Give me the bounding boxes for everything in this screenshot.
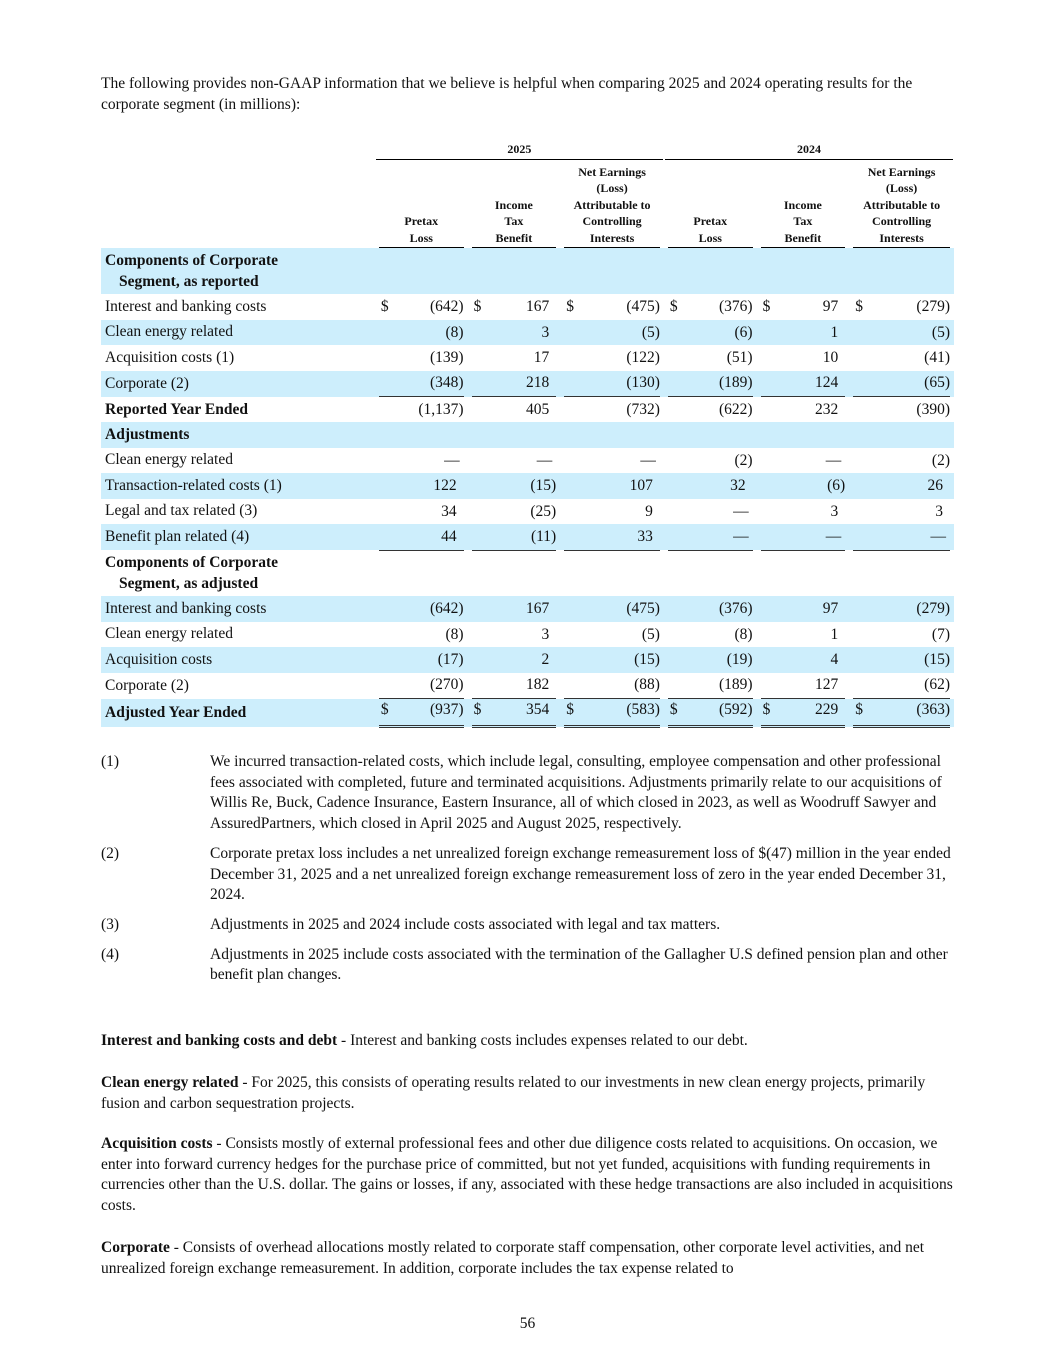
page-number: 56 bbox=[519, 1315, 536, 1332]
value-cell bbox=[664, 422, 757, 448]
value-cell: 127 bbox=[757, 673, 850, 699]
column-header: Net Earnings (Loss) Attributable to Controlling Interests bbox=[849, 160, 954, 248]
footnote bbox=[101, 945, 954, 986]
value-cell bbox=[375, 422, 468, 448]
value-cell: (41) bbox=[924, 349, 950, 366]
value-cell: $ 167 bbox=[468, 294, 561, 320]
dollar-sign: $ bbox=[473, 298, 482, 315]
value-cell: (122) bbox=[626, 349, 660, 366]
value-cell: (622) bbox=[718, 400, 753, 418]
value-cell bbox=[468, 550, 561, 596]
value-cell: 10 bbox=[822, 349, 839, 366]
dollar-sign: $ bbox=[762, 701, 771, 718]
value-cell: (2) bbox=[734, 451, 753, 469]
value-cell bbox=[560, 422, 664, 448]
row-label: Benefit plan related (4) bbox=[101, 524, 375, 550]
dollar-sign: $ bbox=[380, 298, 389, 315]
value-cell: (279) bbox=[849, 596, 954, 622]
value-cell: 3 bbox=[830, 502, 839, 520]
paragraph-corporate: Corporate - Consists of overhead allocations mostly related to corporate staff compensation, other corporate level activities, and net unrealized foreign exchange remeasurement. In addition, corporate includes the tax expense related to bbox=[101, 1239, 925, 1277]
value-cell bbox=[375, 550, 468, 596]
value-cell: 122 bbox=[375, 473, 468, 499]
value-cell: (475) bbox=[560, 596, 664, 622]
value-cell: 44 bbox=[375, 524, 468, 550]
value-cell: (2) bbox=[931, 451, 950, 469]
row-label: Clean energy related bbox=[105, 451, 233, 469]
value-cell: 33 bbox=[560, 524, 664, 550]
year-header-row bbox=[101, 142, 954, 160]
table-row bbox=[101, 320, 954, 346]
table-row bbox=[101, 596, 954, 622]
dollar-sign: $ bbox=[380, 701, 389, 718]
value-cell: (88) bbox=[560, 673, 664, 699]
dollar-sign: $ bbox=[669, 298, 678, 315]
dollar-sign: $ bbox=[855, 298, 863, 315]
value-cell: — bbox=[849, 524, 954, 550]
row-label: Acquisition costs (1) bbox=[105, 348, 235, 366]
value-cell: $ (475) bbox=[560, 294, 664, 320]
column-header: Income Tax Benefit bbox=[468, 160, 561, 248]
value-cell: 107 bbox=[560, 473, 664, 499]
value-cell: $ 354 bbox=[468, 699, 561, 727]
footnote-marker: (3) bbox=[101, 915, 120, 933]
dollar-sign: $ bbox=[762, 298, 771, 315]
value-cell: — bbox=[536, 451, 553, 469]
footnote-marker: (4) bbox=[101, 945, 120, 963]
value-cell: 4 bbox=[757, 647, 850, 673]
value-cell: — bbox=[733, 502, 749, 520]
value-cell: 3 bbox=[468, 320, 561, 346]
value-cell: (8) bbox=[445, 625, 464, 643]
footnote-text: Corporate pretax loss includes a net unrealized foreign exchange remeasurement loss of $(47) million in the year ended December 31, 2025 and a net unrealized foreign exchange remeasurement loss of zero in the year ended December 31, 2024. bbox=[210, 844, 951, 904]
value-cell: (62) bbox=[849, 673, 954, 699]
footnotes bbox=[101, 752, 954, 995]
table-row bbox=[101, 448, 954, 474]
value-cell: 97 bbox=[757, 596, 850, 622]
value-cell: (7) bbox=[931, 625, 950, 643]
dollar-sign: $ bbox=[566, 701, 574, 718]
value-cell bbox=[560, 550, 664, 596]
value-cell: 2 bbox=[468, 647, 561, 673]
paragraph-interest-banking: Interest and banking costs and debt - Interest and banking costs includes expenses related to our debt. bbox=[101, 1032, 748, 1049]
value-cell: (8) bbox=[375, 320, 468, 346]
value-cell: (25) bbox=[530, 502, 557, 520]
value-cell: (1,137) bbox=[418, 400, 464, 418]
value-cell bbox=[375, 248, 468, 294]
row-label: Interest and banking costs bbox=[105, 297, 267, 315]
value-cell: — bbox=[664, 524, 757, 550]
value-cell: 26 bbox=[849, 473, 954, 499]
value-cell: (6) bbox=[757, 473, 850, 499]
value-cell: (5) bbox=[849, 320, 954, 346]
section-header-row bbox=[101, 248, 954, 294]
row-label: Corporate (2) bbox=[105, 676, 189, 694]
year-header-2024: 2024 bbox=[664, 142, 954, 160]
dollar-sign: $ bbox=[566, 298, 574, 315]
footnote bbox=[101, 844, 954, 906]
term-heading: Corporate bbox=[101, 1239, 170, 1256]
value-cell: (17) bbox=[375, 647, 468, 673]
value-cell: (189) bbox=[664, 673, 757, 699]
column-header: Pretax Loss bbox=[664, 160, 757, 248]
row-label: Clean energy related bbox=[101, 320, 375, 346]
value-cell: (5) bbox=[560, 320, 664, 346]
value-cell bbox=[757, 248, 850, 294]
footnote-marker: (1) bbox=[101, 753, 120, 770]
value-cell bbox=[560, 248, 664, 294]
value-cell: — bbox=[757, 524, 850, 550]
intro-paragraph: The following provides non-GAAP information that we believe is helpful when comparing 2025 and 2024 operating results for the corporate segment (in millions): bbox=[101, 75, 913, 113]
value-cell: (19) bbox=[664, 647, 757, 673]
value-cell: (65) bbox=[849, 371, 954, 397]
value-cell: (390) bbox=[916, 400, 950, 418]
value-cell: 167 bbox=[468, 596, 561, 622]
row-label: Clean energy related bbox=[105, 625, 233, 643]
value-cell: $ (376) bbox=[664, 294, 757, 320]
value-cell: 405 bbox=[525, 400, 550, 418]
value-cell bbox=[664, 248, 757, 294]
row-label: Acquisition costs bbox=[101, 647, 375, 673]
value-cell: $ (583) bbox=[560, 699, 664, 727]
value-cell: $ (937) bbox=[375, 699, 468, 727]
value-cell: 3 bbox=[541, 625, 550, 643]
dollar-sign: $ bbox=[473, 701, 482, 718]
value-cell: 17 bbox=[533, 349, 550, 366]
table-row bbox=[101, 524, 954, 550]
value-cell: 3 bbox=[935, 502, 943, 520]
column-header: Net Earnings (Loss) Attributable to Controlling Interests bbox=[560, 160, 664, 248]
value-cell: (642) bbox=[375, 596, 468, 622]
value-cell: 34 bbox=[441, 502, 457, 520]
value-cell: (5) bbox=[641, 625, 660, 643]
value-cell: (15) bbox=[560, 647, 664, 673]
value-cell: 9 bbox=[645, 502, 653, 520]
value-cell: (15) bbox=[849, 647, 954, 673]
term-heading: Clean energy related bbox=[101, 1074, 239, 1091]
table-row bbox=[101, 397, 954, 423]
value-cell: 32 bbox=[664, 473, 757, 499]
value-cell bbox=[468, 422, 561, 448]
value-cell: $ (279) bbox=[849, 294, 954, 320]
value-cell: — bbox=[444, 451, 460, 469]
value-cell bbox=[849, 550, 954, 596]
value-cell: 232 bbox=[814, 400, 839, 418]
group-header-row bbox=[101, 422, 954, 448]
table-row bbox=[101, 622, 954, 648]
value-cell: $ 229 bbox=[757, 699, 850, 727]
value-cell: (376) bbox=[664, 596, 757, 622]
value-cell: (130) bbox=[560, 371, 664, 397]
value-cell: 218 bbox=[468, 371, 561, 397]
value-cell: (51) bbox=[726, 349, 753, 366]
table-row bbox=[101, 371, 954, 397]
value-cell: 1 bbox=[757, 320, 850, 346]
value-cell bbox=[757, 422, 850, 448]
year-header-2025: 2025 bbox=[375, 142, 664, 160]
row-label: Interest and banking costs bbox=[101, 596, 375, 622]
value-cell: (139) bbox=[429, 349, 464, 366]
value-cell: (189) bbox=[664, 371, 757, 397]
table-row bbox=[101, 647, 954, 673]
table-row bbox=[101, 473, 954, 499]
table-row bbox=[101, 499, 954, 525]
value-cell: 182 bbox=[468, 673, 561, 699]
dollar-sign: $ bbox=[669, 701, 678, 718]
paragraph-clean-energy: Clean energy related - For 2025, this consists of operating results related to our investments in new clean energy projects, primarily fusion and carbon sequestration projects. bbox=[101, 1074, 926, 1112]
footnote-text: Adjustments in 2025 and 2024 include costs associated with legal and tax matters. bbox=[210, 915, 721, 933]
table-row bbox=[101, 673, 954, 699]
row-label: Transaction-related costs (1) bbox=[101, 473, 375, 499]
column-header-row bbox=[101, 160, 954, 248]
value-cell bbox=[849, 248, 954, 294]
table-row bbox=[101, 345, 954, 371]
row-label: Components of Corporate Segment, as reported bbox=[101, 248, 375, 294]
row-label: Components of Corporate Segment, as adjusted bbox=[105, 554, 279, 592]
value-cell bbox=[664, 550, 757, 596]
value-cell: 124 bbox=[757, 371, 850, 397]
table-row bbox=[101, 294, 954, 320]
row-label: Reported Year Ended bbox=[105, 400, 248, 418]
footnote bbox=[101, 915, 954, 936]
table-row bbox=[101, 699, 954, 727]
value-cell bbox=[757, 550, 850, 596]
value-cell bbox=[849, 422, 954, 448]
column-header: Pretax Loss bbox=[375, 160, 468, 248]
row-label: Legal and tax related (3) bbox=[105, 502, 258, 520]
footnote-text: We incurred transaction-related costs, which include legal, consulting, employee compensation and other professional fees associated with completed, future and terminated acquisitions. Adjustments primarily relate to our acquisitions of Willis Re, Buck, Cadence Insurance, Eastern Insurance, all of which closed in 2023, as well as Woodruff Sawyer and AssuredPartners, which closed in April 2025 and August 2025, respectively. bbox=[210, 753, 942, 833]
row-label: Adjusted Year Ended bbox=[101, 699, 375, 727]
value-cell: (6) bbox=[664, 320, 757, 346]
value-cell: (8) bbox=[734, 625, 753, 643]
term-heading: Acquisition costs bbox=[101, 1135, 213, 1152]
row-label: Corporate (2) bbox=[101, 371, 375, 397]
value-cell: $ (642) bbox=[375, 294, 468, 320]
value-cell: $ 97 bbox=[757, 294, 850, 320]
footnote-text: Adjustments in 2025 include costs associated with the termination of the Gallagher U.S defined pension plan and other benefit plan changes. bbox=[210, 945, 948, 984]
value-cell: $ (592) bbox=[664, 699, 757, 727]
value-cell: (348) bbox=[375, 371, 468, 397]
value-cell: 1 bbox=[830, 625, 839, 643]
section-header-row bbox=[101, 550, 954, 596]
dollar-sign: $ bbox=[855, 701, 863, 718]
term-heading: Interest and banking costs and debt bbox=[101, 1032, 338, 1049]
value-cell: (11) bbox=[468, 524, 561, 550]
footnote-marker: (2) bbox=[101, 844, 120, 862]
value-cell: — bbox=[825, 451, 842, 469]
footnote bbox=[101, 752, 954, 835]
value-cell bbox=[468, 248, 561, 294]
table-body bbox=[101, 248, 954, 727]
row-label: Adjustments bbox=[101, 422, 375, 448]
value-cell: (15) bbox=[468, 473, 561, 499]
corporate-segment-table bbox=[101, 142, 954, 727]
paragraph-acquisition-costs: Acquisition costs - Consists mostly of external professional fees and other due diligence costs related to acquisitions. On occasion, we enter into forward currency hedges for the purchase price of committed, but not yet funded, acquisitions with funding requirements in currencies other than the U.S. dollar. The gains or losses, if any, associated with these hedge transactions are also included in acquisitions costs. bbox=[101, 1135, 953, 1215]
value-cell: (270) bbox=[375, 673, 468, 699]
value-cell: (732) bbox=[626, 400, 660, 418]
column-header: Income Tax Benefit bbox=[757, 160, 850, 248]
value-cell: $ (363) bbox=[849, 699, 954, 727]
value-cell: — bbox=[640, 451, 656, 469]
